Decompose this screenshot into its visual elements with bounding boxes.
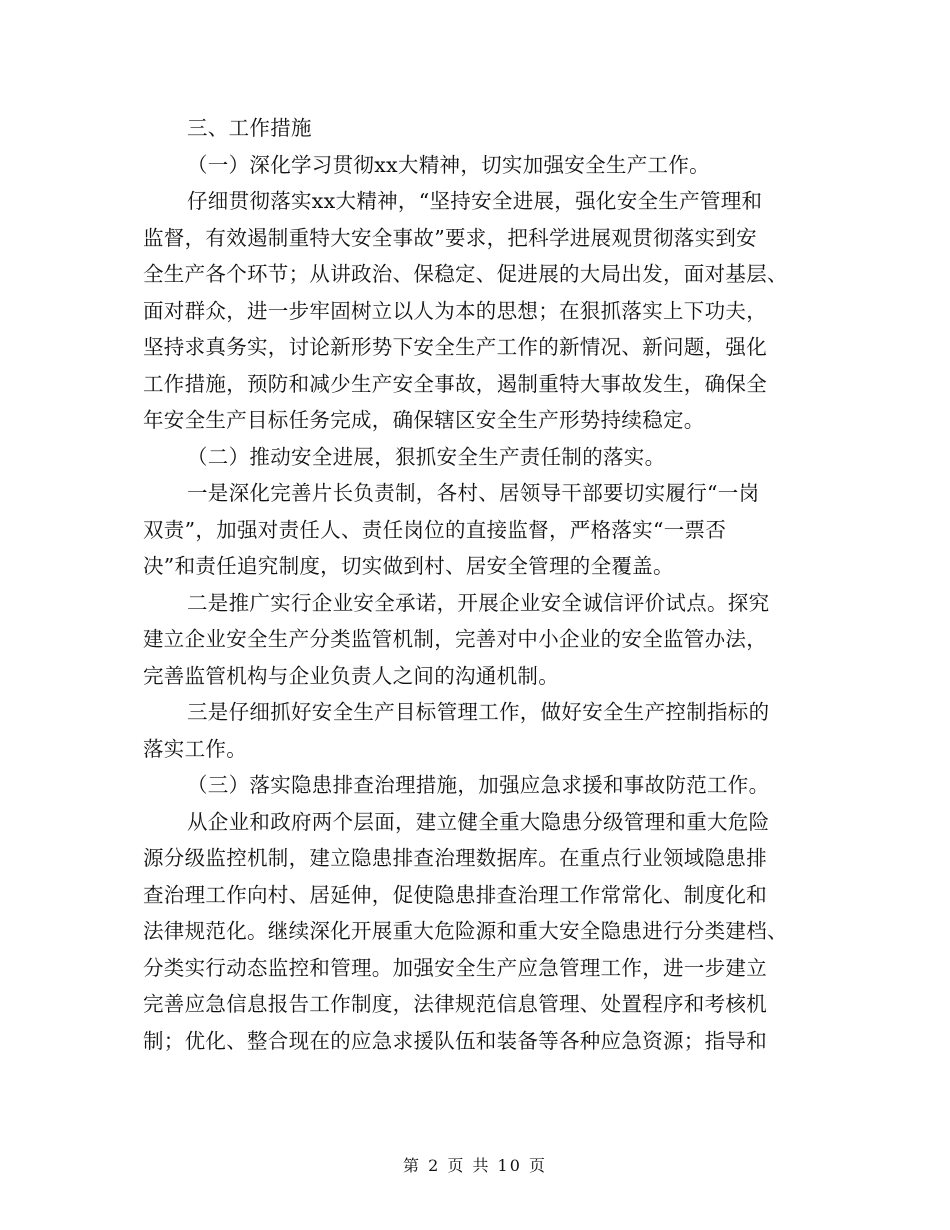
text-line: 监督，有效遏制重特大安全事故”要求，把科学进展观贯彻落实到安	[143, 225, 757, 250]
text-line: 全生产各个环节；从讲政治、保稳定、促进展的大局出发，面对基层、	[143, 262, 788, 286]
text-line: 年安全生产目标任务完成，确保辖区安全生产形势持续稳定。	[143, 408, 705, 432]
text-line: 坚持求真务实，讨论新形势下安全生产工作的新情况、新问题，强化	[143, 335, 767, 359]
text-line: 决”和责任追究制度，切实做到村、居安全管理的全覆盖。	[143, 554, 674, 578]
text-line: 制；优化、整合现在的应急求援队伍和装备等各种应急资源；指导和	[143, 1028, 767, 1053]
text-line: 源分级监控机制，建立隐患排查治理数据库。在重点行业领域隐患排	[143, 846, 767, 870]
text-line: 查治理工作向村、居延伸，促使隐患排查治理工作常常化、制度化和	[143, 882, 767, 907]
text-line: 建立企业安全生产分类监管机制，完善对中小企业的安全监管办法，	[143, 627, 767, 651]
text-line: 面对群众，进一步牢固树立以人为本的思想；在狠抓落实上下功夫，	[143, 298, 767, 323]
text-line: （一）深化学习贯彻xx大精神，切实加强安全生产工作。	[187, 152, 710, 177]
text-line: 一是深化完善片长负责制，各村、居领导干部要切实履行“一岗	[187, 481, 760, 505]
text-line: 从企业和政府两个层面，建立健全重大隐患分级管理和重大危险	[187, 809, 770, 834]
document-body	[143, 110, 808, 1059]
page-number-footer: 第 2 页 共 10 页	[403, 1156, 547, 1175]
text-line: 三、工作措施	[187, 116, 312, 140]
text-line: 仔细贯彻落实xx大精神，“坚持安全进展，强化安全生产管理和	[187, 189, 763, 213]
text-line: 双责”，加强对责任人、责任岗位的直接监督，严格落实“一票否	[143, 517, 727, 542]
text-line: 完善监管机构与企业负责人之间的沟通机制。	[143, 663, 559, 688]
text-line: 法律规范化。继续深化开展重大危险源和重大安全隐患进行分类建档、	[143, 919, 788, 943]
text-line: 三是仔细抓好安全生产目标管理工作，做好安全生产控制指标的	[187, 700, 770, 724]
text-line: （二）推动安全进展，狠抓安全生产责任制的落实。	[187, 444, 666, 469]
text-line: 工作措施，预防和减少生产安全事故，遏制重特大事故发生，确保全	[143, 371, 767, 396]
text-line: 二是推广实行企业安全承诺，开展企业安全诚信评价试点。探究	[187, 590, 770, 615]
text-line: 落实工作。	[143, 736, 247, 761]
text-line: （三）落实隐患排查治理措施，加强应急求援和事故防范工作。	[187, 773, 770, 797]
text-line: 分类实行动态监控和管理。加强安全生产应急管理工作，进一步建立	[143, 955, 767, 980]
text-line: 完善应急信息报告工作制度，法律规范信息管理、处置程序和考核机	[143, 992, 767, 1016]
